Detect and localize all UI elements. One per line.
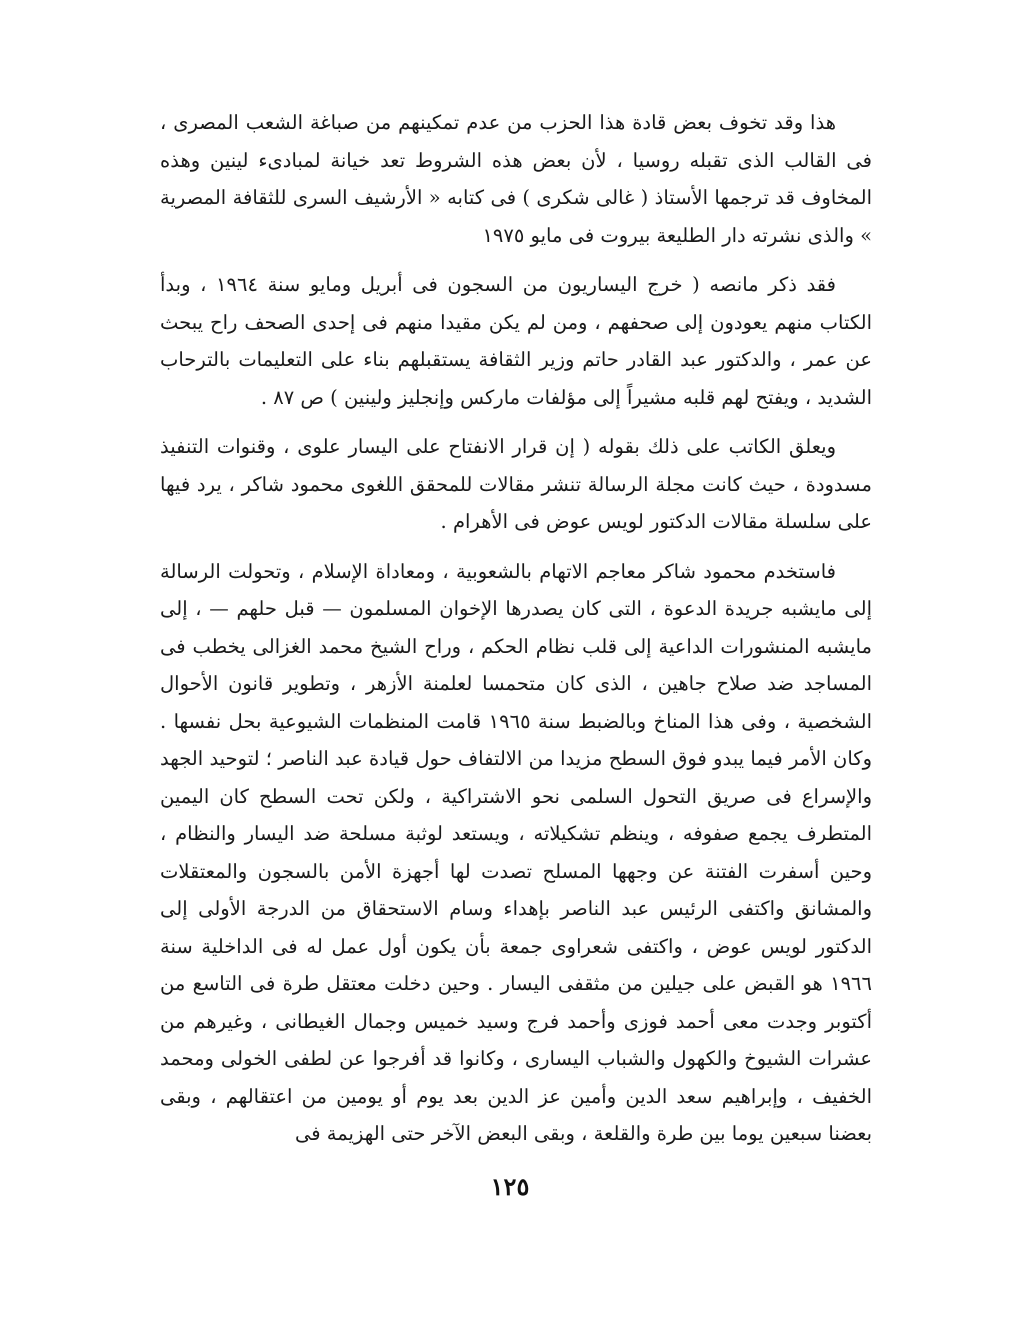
- page-number: ١٢٥: [490, 1172, 530, 1201]
- paragraph-1: هذا وقد تخوف بعض قادة هذا الحزب من عدم تمكينهم من صباغة الشعب المصرى ، فى القالب الذى تقبله روسيا ، لأن بعض هذه الشروط تعد خيانة لمبادىء لينين وهذه المخاوف قد ترجمها الأستاذ ( غالى شكرى ) فى كتابه « الأرشيف السرى للثقافة المصرية » والذى نشرته دار الطليعة بيروت فى مايو ١٩٧٥: [160, 111, 872, 247]
- paragraph-2: فقد ذكر مانصه ( خرج اليساريون من السجون فى أبريل ومايو سنة ١٩٦٤ ، وبدأ الكتاب منهم يعودون إلى صحفهم ، ومن لم يكن مقيدا منهم فى إحدى الصحف راح يبحث عن عمر ، والدكتور عبد القادر حاتم وزير الثقافة يستقبلهم بناء على التعليمات بالترحاب الشديد ، ويفتح لهم قلبه مشيراً إلى مؤلفات ماركس وإنجليز ولينين ) ص ٨٧ .: [160, 273, 872, 409]
- paragraph-3: ويعلق الكاتب على ذلك بقوله ( إن قرار الانفتاح على اليسار علوى ، وقنوات التنفيذ مسدودة ، حيث كانت مجلة الرسالة تنشر مقالات للمحقق اللغوى محمود شاكر ، يرد فيها على سلسلة مقالات الدكتور لويس عوض فى الأهرام .: [160, 435, 872, 533]
- body-text: [160, 104, 872, 1165]
- paragraph-4: فاستخدم محمود شاكر معاجم الاتهام بالشعوبية ، ومعاداة الإسلام ، وتحولت الرسالة إلى مايشبه جريدة الدعوة ، التى كان يصدرها الإخوان المسلمون — قبل حلهم — ، إلى مايشبه المنشورات الداعية إلى قلب نظام الحكم ، وراح الشيخ محمد الغزالى يخطب فى المساجد ضد صلاح جاهين ، الذى كان متحمسا لعلمنة الأزهر ، وتطوير قانون الأحوال الشخصية ، وفى هذا المناخ وبالضبط سنة ١٩٦٥ قامت المنظمات الشيوعية بحل نفسها . وكان الأمر فيما يبدو فوق السطح مزيدا من الالتفاف حول قيادة عبد الناصر ؛ لتوحيد الجهد والإسراع فى صريق التحول السلمى نحو الاشتراكية ، ولكن تحت السطح كان اليمين المتطرف يجمع صفوفه ، وينظم تشكيلاته ، ويستعد لوثبة مسلحة ضد اليسار والنظام ، وحين أسفرت الفتنة عن وجهها المسلح تصدت لها أجهزة الأمن بالسجون والمعتقلات والمشانق واكتفى الرئيس عبد الناصر بإهداء وسام الاستحقاق من الدرجة الأولى إلى الدكتور لويس عوض ، واكتفى شعراوى جمعة بأن يكون أول عمل له فى الداخلية سنة ١٩٦٦ هو القبض على جيلين من مثقفى اليسار . وحين دخلت معتقل طرة فى التاسع من أكتوبر وجدت معى أحمد فوزى وأحمد فرج وسيد خميس وجمال الغيطانى ، وغيرهم من عشرات الشيوخ والكهول والشباب اليسارى ، وكانوا قد أفرجوا عن لطفى الخولى ومحمد الخفيف ، وإبراهيم سعد الدين وأمين عز الدين بعد يوم أو يومين من اعتقالهم ، وبقى بعضنا سبعين يوما بين طرة والقلعة ، وبقى البعض الآخر حتى الهزيمة فى: [160, 559, 872, 1145]
